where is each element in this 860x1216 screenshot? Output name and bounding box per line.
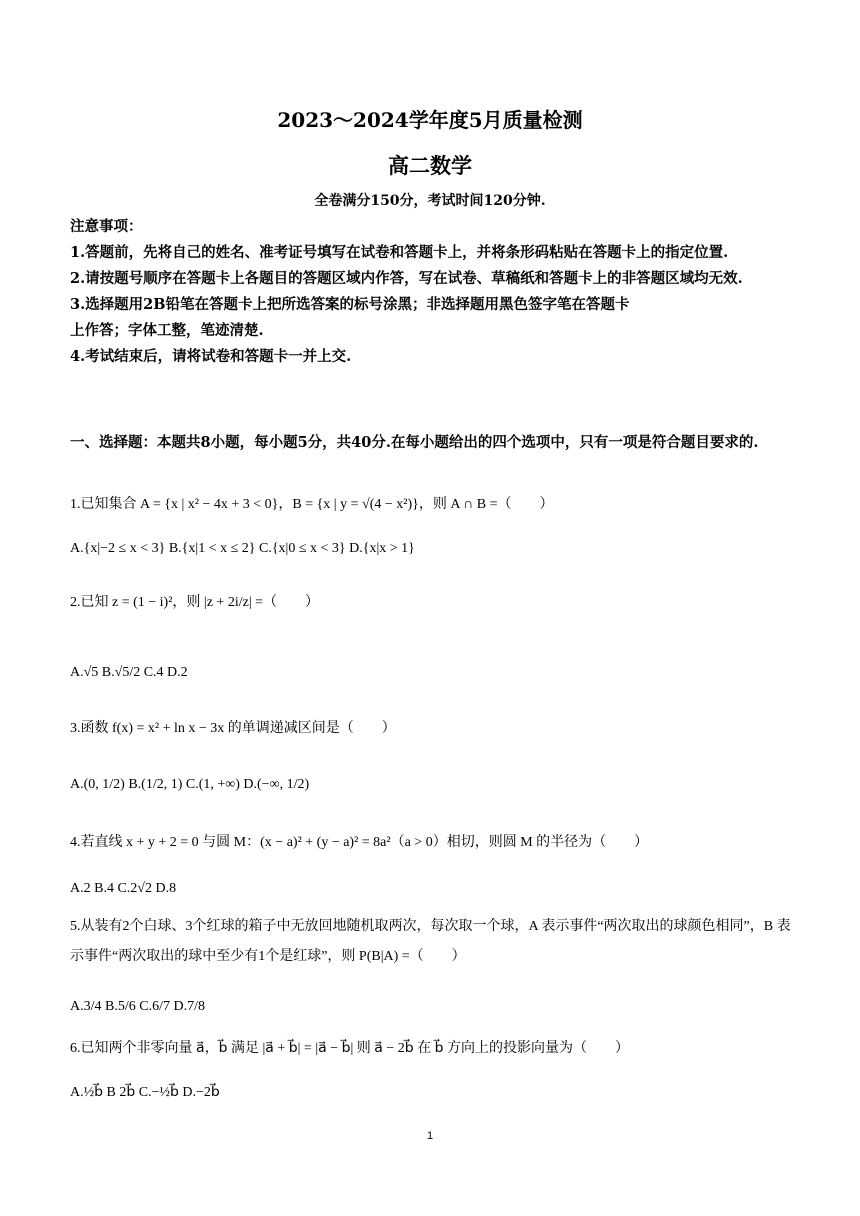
score-time-line: 全卷满分150分，考试时间120分钟. [314, 193, 546, 209]
question-6-stem: 6.已知两个非零向量 a⃗，b⃗ 满足 |a⃗ + b⃗| = |a⃗ − b⃗| 则 a⃗ − 2b⃗ 在 b⃗ 方向上的投影向量为（ ） [70, 1041, 630, 1056]
question-1-stem: 1.已知集合 A = {x | x² − 4x + 3 < 0}，B = {x | y = √(4 − x²)}，则 A ∩ B =（ ） [70, 497, 554, 512]
question-5-options: A.3/4 B.5/6 C.6/7 D.7/8 [70, 999, 205, 1014]
question-4-options: A.2 B.4 C.2√2 D.8 [70, 881, 177, 896]
note-item: 4.考试结束后，请将试卷和答题卡一并上交. [70, 348, 352, 365]
question-1-options: A.{x|−2 ≤ x < 3} B.{x|1 < x ≤ 2} C.{x|0 ≤ x < 3} D.{x|x > 1} [70, 541, 415, 556]
section-heading: 一、选择题：本题共8小题，每小题5分，共40分.在每小题给出的四个选项中，只有一项是符合题目要求的. [70, 434, 759, 451]
note-item: 2.请按题号顺序在答题卡上各题目的答题区域内作答，写在试卷、草稿纸和答题卡上的非答题区域均无效. [70, 270, 743, 287]
notes-heading: 注意事项： [70, 218, 143, 235]
question-3-stem: 3.函数 f(x) = x² + ln x − 3x 的单调递减区间是（ ） [70, 721, 396, 736]
question-6-options: A.½b⃗ B 2b⃗ C.−½b⃗ D.−2b⃗ [70, 1085, 220, 1100]
exam-subject: 高二数学 [388, 153, 472, 178]
exam-title: 2023～2024学年度5月质量检测 [277, 108, 583, 132]
question-4-stem: 4.若直线 x + y + 2 = 0 与圆 M：(x − a)² + (y − a)² = 8a²（a > 0）相切，则圆 M 的半径为（ ） [70, 835, 649, 850]
note-item: 上作答；字体工整，笔迹清楚. [70, 322, 264, 339]
question-2-stem: 2.已知 z = (1 − i)²，则 |z + 2i/z| =（ ） [70, 595, 320, 610]
question-3-options: A.(0, 1/2) B.(1/2, 1) C.(1, +∞) D.(−∞, 1/2) [70, 777, 310, 792]
notes-block [70, 214, 792, 370]
page-number: 1 [426, 1130, 434, 1142]
question-5-stem: 5.从装有2个白球、3个红球的箱子中无放回地随机取两次，每次取一个球，A 表示事件“两次取出的球颜色相同”，B 表示事件“两次取出的球中至少有1个是红球”，则 P(B|A) =（ ） [70, 919, 791, 964]
note-item: 1.答题前，先将自己的姓名、准考证号填写在试卷和答题卡上，并将条形码粘贴在答题卡上的指定位置. [70, 244, 729, 261]
question-2-options: A.√5 B.√5/2 C.4 D.2 [70, 665, 188, 680]
note-item: 3.选择题用2B铅笔在答题卡上把所选答案的标号涂黑；非选择题用黑色签字笔在答题卡 [70, 296, 630, 313]
